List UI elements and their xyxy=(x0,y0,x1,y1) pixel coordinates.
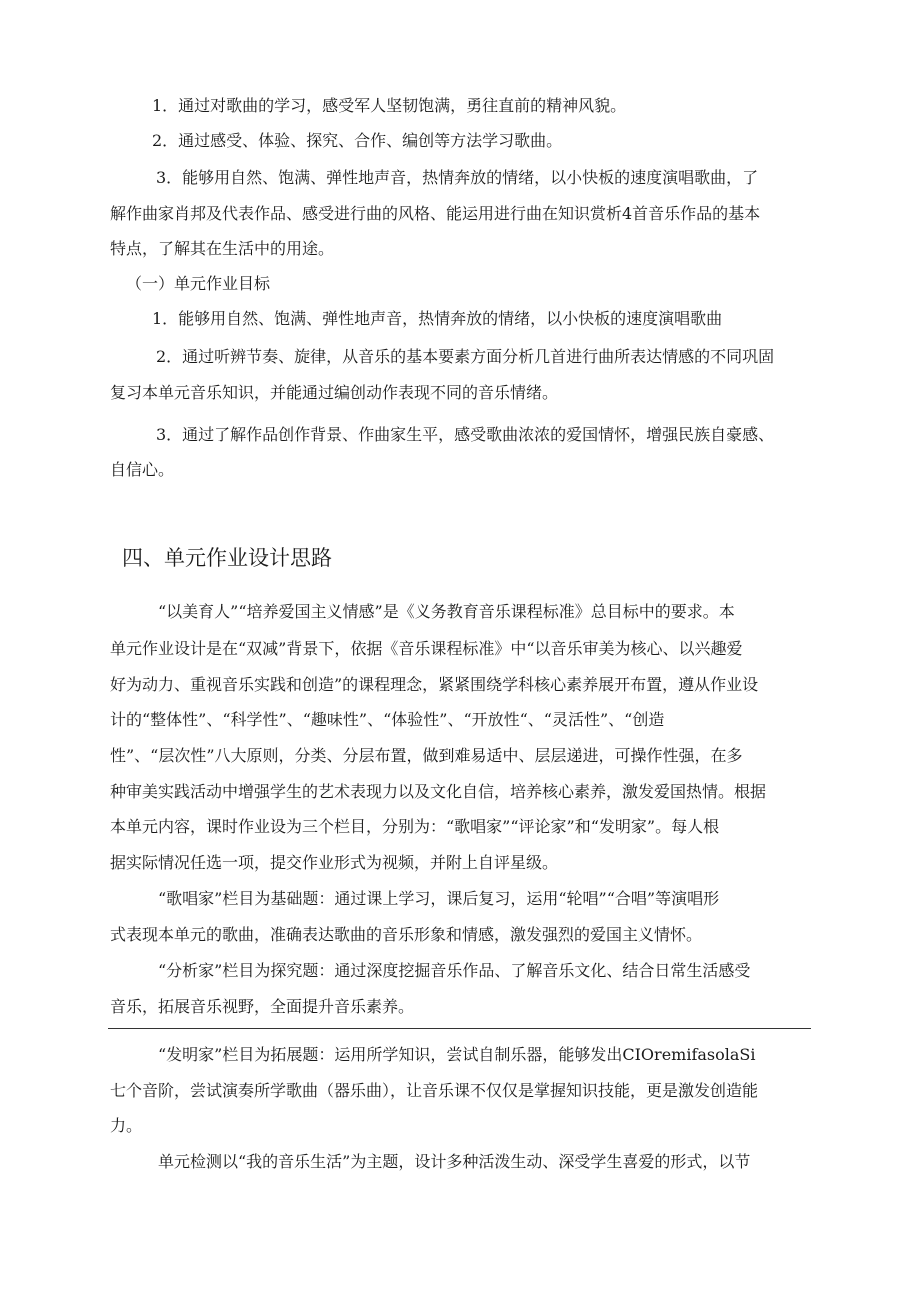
para-3-line-1: “分析家”栏目为探究题：通过深度挖掘音乐作品、了解音乐文化、结合日常生活感受 xyxy=(158,961,751,980)
para-1-line-4: 计的“整体性”、“科学性”、“趣味性”、“体验性”、“开放性“、“灵活性”、“创造 xyxy=(110,710,665,729)
para-4-line-3: 力。 xyxy=(110,1116,143,1135)
para-1-line-2: 单元作业设计是在“双减”背景下，依据《音乐课程标准》中“以音乐审美为核心、以兴趣爱 xyxy=(110,639,743,658)
para-1-line-8: 据实际情况任选一项，提交作业形式为视频，并附上自评星级。 xyxy=(110,853,559,872)
unit-goal-item-3-line-2: 自信心。 xyxy=(110,460,175,479)
para-1-line-6: 种审美实践活动中增强学生的艺术表现力以及文化自信，培养核心素养，激发爱国热情。根据 xyxy=(110,782,767,801)
para-1-line-5: 性”、“层次性”八大原则，分类、分层布置，做到难易适中、层层递进，可操作性强，在多 xyxy=(110,746,743,765)
para-4-line-1: “发明家”栏目为拓展题：运用所学知识，尝试自制乐器，能够发出CIOremifasolaSi xyxy=(158,1045,756,1064)
para-4-line-2: 七个音阶，尝试演奏所学歌曲（器乐曲），让音乐课不仅仅是掌握知识技能，更是激发创造能 xyxy=(110,1081,759,1100)
para-2-line-2: 式表现本单元的歌曲，准确表达歌曲的音乐形象和情感，激发强烈的爱国主义情怀。 xyxy=(110,925,703,944)
para-2-line-1: “歌唱家”栏目为基础题：通过课上学习，课后复习，运用“轮唱”“合唱”等演唱形 xyxy=(158,889,720,908)
unit-goals-heading: （一）单元作业目标 xyxy=(126,274,271,293)
para-5-line-1: 单元检测以“我的音乐生活”为主题，设计多种活泼生动、深受学生喜爱的形式，以节 xyxy=(158,1152,751,1171)
goal-item-3-line-1: 3．能够用自然、饱满、弹性地声音，热情奔放的情绪，以小快板的速度演唱歌曲，了 xyxy=(156,168,759,187)
unit-goal-item-2-line-2: 复习本单元音乐知识，并能通过编创动作表现不同的音乐情绪。 xyxy=(110,383,559,402)
page-divider xyxy=(108,1028,811,1029)
unit-goal-item-1: 1．能够用自然、饱满、弹性地声音，热情奔放的情绪，以小快板的速度演唱歌曲 xyxy=(152,309,723,328)
goal-item-2: 2．通过感受、体验、探究、合作、编创等方法学习歌曲。 xyxy=(152,131,563,150)
section-title: 四、单元作业设计思路 xyxy=(122,546,332,570)
goal-item-3-line-3: 特点，了解其在生活中的用途。 xyxy=(110,239,335,258)
para-3-line-2: 音乐，拓展音乐视野，全面提升音乐素养。 xyxy=(110,997,415,1016)
para-1-line-3: 好为动力、重视音乐实践和创造”的课程理念，紧紧围绕学科核心素养展开布置，遵从作业设 xyxy=(110,675,759,694)
unit-goal-item-3-line-1: 3．通过了解作品创作背景、作曲家生平，感受歌曲浓浓的爱国情怀，增强民族自豪感、 xyxy=(156,425,775,444)
goal-item-1: 1．通过对歌曲的学习，感受军人坚韧饱满，勇往直前的精神风貌。 xyxy=(152,96,627,115)
unit-goal-item-2-line-1: 2．通过听辨节奏、旋律，从音乐的基本要素方面分析几首进行曲所表达情感的不同巩固 xyxy=(156,347,775,366)
para-1-line-1: “以美育人”“培养爱国主义情感”是《义务教育音乐课程标准》总目标中的要求。本 xyxy=(158,602,735,621)
para-1-line-7: 本单元内容，课时作业设为三个栏目，分别为：“歌唱家”“评论家”和“发明家”。每人根 xyxy=(110,817,720,836)
goal-item-3-line-2: 解作曲家肖邦及代表作品、感受进行曲的风格、能运用进行曲在知识赏析4首音乐作品的基本 xyxy=(110,204,761,223)
